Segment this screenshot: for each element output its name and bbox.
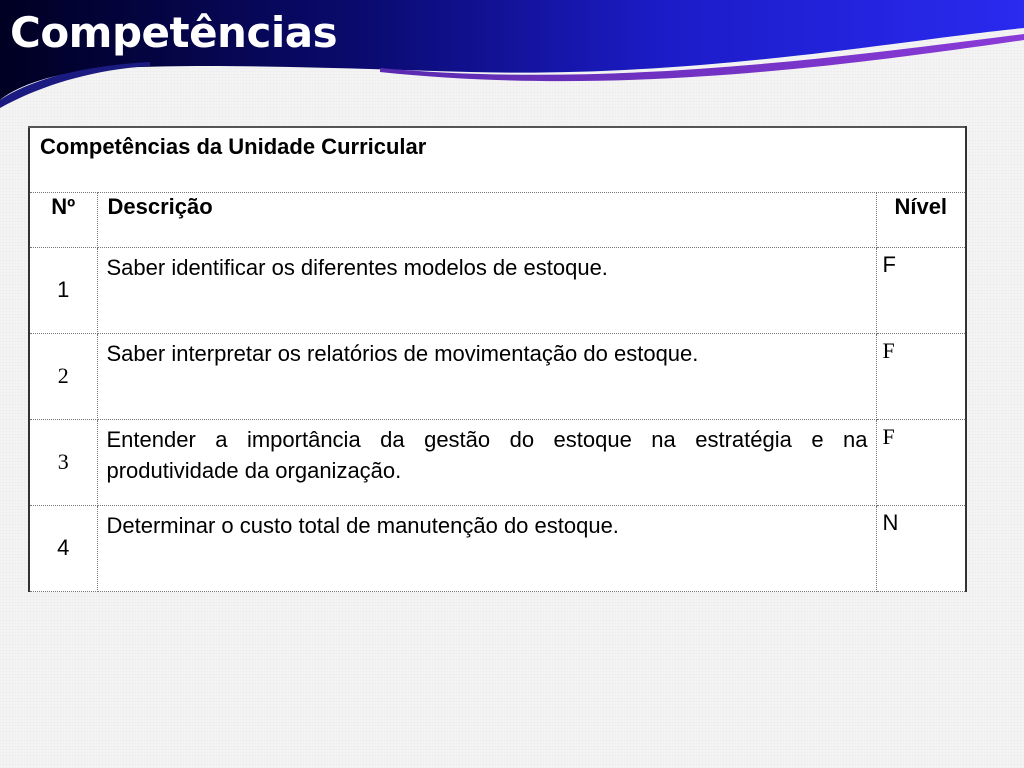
row-level: F — [876, 248, 966, 334]
slide-title: Competências — [10, 8, 338, 57]
row-level: F — [876, 334, 966, 420]
row-description: Determinar o custo total de manutenção do estoque. — [97, 506, 876, 592]
table-row — [29, 506, 966, 592]
table-caption-row — [29, 127, 966, 193]
table-row — [29, 420, 966, 506]
table-row — [29, 248, 966, 334]
table-header-row — [29, 193, 966, 248]
column-header-level: Nível — [876, 193, 966, 248]
row-number: 4 — [29, 506, 97, 592]
row-number: 2 — [29, 334, 97, 420]
table-row — [29, 334, 966, 420]
row-description: Entender a importância da gestão do estoque na estratégia e na produtividade da organização. — [97, 420, 876, 506]
row-number: 3 — [29, 420, 97, 506]
column-header-number: Nº — [29, 193, 97, 248]
row-description: Saber identificar os diferentes modelos de estoque. — [97, 248, 876, 334]
row-level: F — [876, 420, 966, 506]
row-description: Saber interpretar os relatórios de movimentação do estoque. — [97, 334, 876, 420]
competencies-table — [28, 126, 967, 592]
column-header-description: Descrição — [97, 193, 876, 248]
row-level: N — [876, 506, 966, 592]
table-caption: Competências da Unidade Curricular — [29, 127, 966, 193]
row-number: 1 — [29, 248, 97, 334]
